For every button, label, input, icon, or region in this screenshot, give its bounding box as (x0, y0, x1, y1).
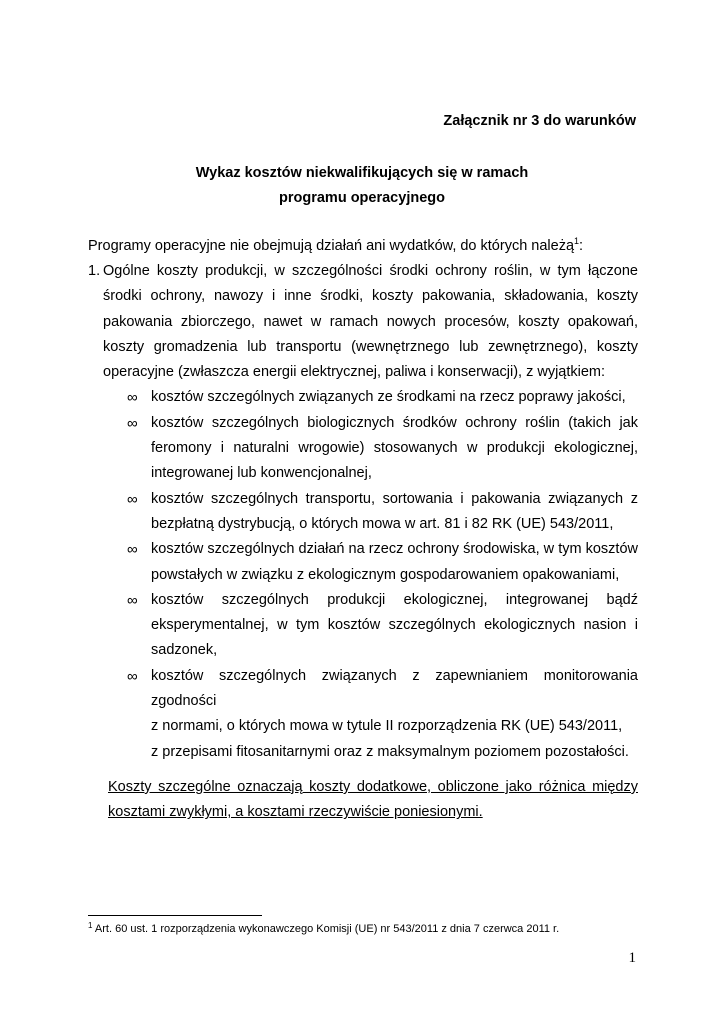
footnote-reference[interactable]: 1 (574, 236, 580, 246)
exception-bullet (127, 588, 638, 664)
infinity-bullet-icon: ∞ (127, 667, 138, 685)
intro-text: Programy operacyjne nie obejmują działań ani wydatków, do których należą (88, 238, 575, 254)
infinity-bullet-icon: ∞ (127, 389, 138, 407)
exception-bullet (127, 385, 638, 410)
document-body (88, 233, 638, 826)
bullet-text: kosztów szczególnych transportu, sortowania i pakowania związanych z bezpłatną dystrybucją, o których mowa w art. 81 i 82 RK (UE) 543/2011, (151, 490, 638, 532)
list-item-1 (88, 259, 638, 765)
footnote-mark: 1 (88, 921, 93, 930)
exceptions-list (103, 385, 638, 764)
list-item-number: 1. (88, 263, 101, 279)
definition-note (88, 775, 638, 826)
list-item-text: Ogólne koszty produkcji, w szczególności środki ochrony roślin, w tym łączone środki ochrony, nawozy i inne środki, koszty pakowania, składowania, koszty pakowania zbiorczego, nawet w ramach nowych procesów, koszty opakowań, koszty gromadzenia lub transportu (wewnętrznego lub zewnętrznego), koszty operacyjne (zwłaszcza energii elektrycznej, paliwa i konserwacji), z wyjątkiem: (103, 263, 638, 381)
intro-colon: : (579, 238, 584, 254)
infinity-bullet-icon: ∞ (127, 414, 138, 432)
exception-bullet (127, 664, 638, 765)
exception-bullet (127, 487, 638, 538)
footnote-text: Art. 60 ust. 1 rozporządzenia wykonawczego Komisji (UE) nr 543/2011 z dnia 7 czerwca 2011 r. (92, 923, 560, 935)
note-line-1: Koszty szczególne oznaczają koszty dodatkowe, obliczone jako różnica między (108, 778, 638, 795)
bullet-text: kosztów szczególnych biologicznych środków ochrony roślin (takich jak feromony i naturalni wrogowie) stosowanych w produkcji ekologicznej, integrowanej lub konwencjonalnej, (151, 414, 638, 482)
infinity-bullet-icon: ∞ (127, 541, 138, 559)
bullet-text: kosztów szczególnych związanych ze środkami na rzecz poprawy jakości, (151, 389, 626, 406)
footnote (88, 920, 559, 938)
exception-bullet (127, 537, 638, 588)
title-line-1: Wykaz kosztów niekwalifikujących się w ramach (195, 165, 529, 181)
title-line-2: programu operacyjnego (279, 190, 445, 206)
intro-paragraph (88, 233, 638, 259)
bullet-text: kosztów szczególnych produkcji ekologicznej, integrowanej bądź eksperymentalnej, w tym kosztów szczególnych ekologicznych nasion i sadzonek, (151, 591, 638, 659)
page-number: 1 (628, 950, 636, 966)
infinity-bullet-icon: ∞ (127, 490, 138, 508)
exception-bullet (127, 411, 638, 487)
document-title (88, 161, 636, 211)
bullet-subline: z przepisami fitosanitarnymi oraz z maksymalnym poziomem pozostałości. (151, 743, 629, 760)
bullet-subline: z normami, o których mowa w tytule II rozporządzenia RK (UE) 543/2011, (151, 718, 623, 735)
annex-heading: Załącznik nr 3 do warunków (443, 113, 636, 129)
bullet-text: kosztów szczególnych związanych z zapewnianiem monitorowania zgodności (151, 667, 638, 710)
note-line-2: kosztami zwykłymi, a kosztami rzeczywiście poniesionymi. (108, 804, 483, 821)
bullet-text: kosztów szczególnych działań na rzecz ochrony środowiska, w tym kosztów powstałych w związku z ekologicznym gospodarowaniem opakowaniami, (151, 541, 638, 583)
footnote-separator (88, 915, 262, 916)
infinity-bullet-icon: ∞ (127, 591, 138, 609)
